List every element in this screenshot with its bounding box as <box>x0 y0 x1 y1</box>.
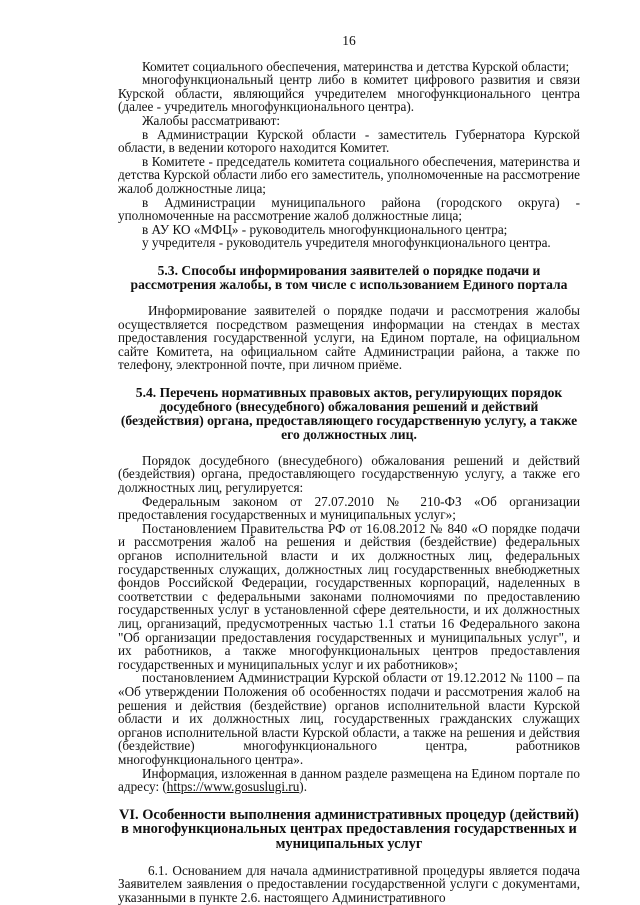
paragraph-reviewers-intro: Жалобы рассматривают: <box>142 112 281 128</box>
paragraph-mfc: многофункциональный центр либо в комитет цифрового развития и связи Курской области, являющийся учредителем многофункционального центра (далее - учредитель многофункционального центра). <box>118 72 580 115</box>
paragraph-au-ko-mfc: в АУ КО «МФЦ» - руководитель многофункционального центра; <box>142 221 508 237</box>
paragraph-order-intro: Порядок досудебного (внесудебного) обжалования решений и действий (бездействия) органа, предоставляющего государственную услугу, а также его должностных лиц, регулируется: <box>118 452 580 496</box>
paragraph-federal-law: Федеральным законом от 27.07.2010 № 210-ФЗ «Об организации предоставления государственных и муниципальных услуг»; <box>118 493 580 523</box>
section-heading-5-4: 5.4. Перечень нормативных правовых актов, регулирующих порядок досудебного (внесудебного) обжалования решений и действий (бездействия) органа, предоставляющего государственную услугу, а также его должностных лиц. <box>120 384 578 442</box>
section-heading-6: VI. Особенности выполнения административных процедур (действий) в многофункциональных центрах предоставления государственных и муниципальных услуг <box>119 806 579 852</box>
paragraph-informing: Информирование заявителей о порядке подачи и рассмотрения жалобы осуществляется посредством размещения информации на стендах в местах предоставления государственной услуги, на Едином портале, на официальном сайте Комитета, на официальном сайте Администрации района, а также по телефону, электронной почте, при личном приёме. <box>118 302 580 373</box>
paragraph-admin-region: в Администрации Курской области - заместитель Губернатора Курской области, в ведении которого находится Комитет. <box>118 126 580 156</box>
section-heading-5-3: 5.3. Способы информирования заявителей о порядке подачи и рассмотрения жалобы, в том числе с использованием Единого портала <box>130 262 568 292</box>
info-tail: ). <box>299 779 307 795</box>
paragraph-info-portal <box>118 767 580 794</box>
gosuslugi-link[interactable]: https://www.gosuslugi.ru <box>166 779 300 795</box>
page-number: 16 <box>342 33 356 48</box>
paragraph-committee-chair: в Комитете - председатель комитета социального обеспечения, материнства и детства Курской области либо его заместитель, уполномоченные на рассмотрение жалоб должностные лица; <box>118 153 580 196</box>
paragraph-government-decree: Постановлением Правительства РФ от 16.08.2012 № 840 «О порядке подачи и рассмотрения жалоб на решения и действия (бездействие) федеральных органов исполнительной власти и их должностных лиц, федеральных государственных служащих, должностных лиц государственных внебюджетных фондов Российской Федерации, государственных корпораций, наделенных в соответствии с федеральными законами полномочиями по предоставлению государственных услуг в установленной сфере деятельности, и их должностных лиц, организаций, предусмотренных частью 1.1 статьи 16 Федерального закона "Об организации предоставления государственных и муниципальных услуг", и их работников, а также многофункциональных центров предоставления государственных и муниципальных услуг и их работников»; <box>118 520 580 672</box>
paragraph-municipal: в Администрации муниципального района (городского округа) - уполномоченные на рассмотрение жалоб должностные лица; <box>118 194 580 224</box>
paragraph-6-1: 6.1. Основанием для начала административной процедуры является подача Заявителем заявления о предоставлении государственной услуги с документами, указанными в пункте 2.6. настоящего Административного <box>118 862 580 905</box>
paragraph-founder: у учредителя - руководитель учредителя многофункционального центра. <box>142 235 551 251</box>
paragraph-committee: Комитет социального обеспечения, материнства и детства Курской области; <box>142 58 570 74</box>
info-text: Информация, изложенная в данном разделе размещена на Едином портале по адресу: ( <box>118 765 580 795</box>
paragraph-regional-decree: постановлением Администрации Курской области от 19.12.2012 № 1100 – па «Об утверждении Положения об особенностях подачи и рассмотрения жалоб на решения и действия (бездействие) органов исполнительной власти Курской области и их должностных лиц, государственных гражданских служащих органов исполнительной власти Курской области, а также на решения и действия (бездействие) многофункционального центра, работников многофункционального центра». <box>118 670 580 767</box>
